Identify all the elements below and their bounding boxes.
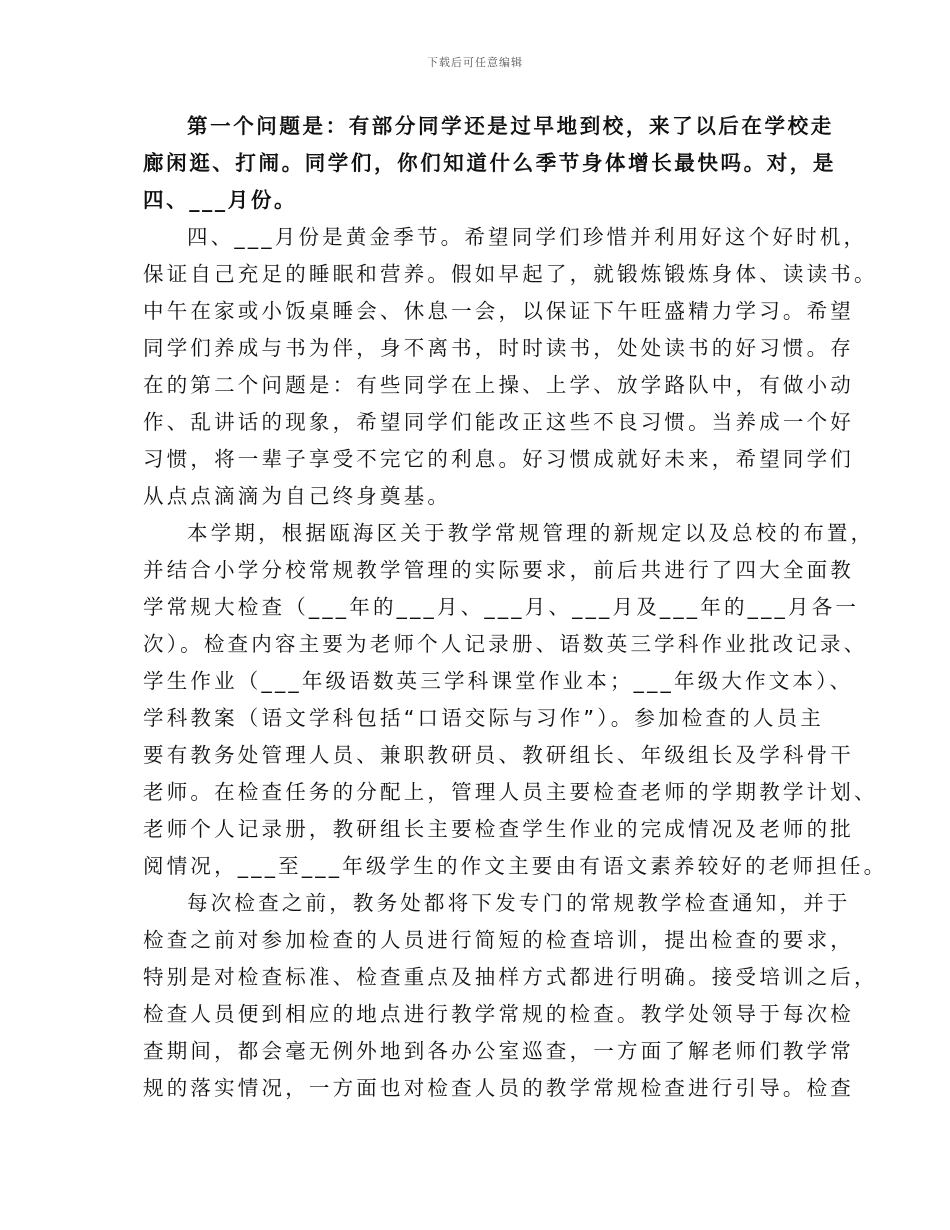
paragraph-line: 本学期，根据瓯海区关于教学常规管理的新规定以及总校的布置，: [187, 521, 875, 545]
paragraph-line: 检查人员便到相应的地点进行教学常规的检查。教学处领导于每次检: [143, 1002, 854, 1026]
paragraph-line: 同学们养成与书为伴，身不离书，时时读书，处处读书的好习惯。存: [143, 336, 854, 360]
paragraph-line: 阅情况，___至___年级学生的作文主要由有语文素养较好的老师担任。: [143, 854, 888, 878]
document-body: [143, 108, 888, 1107]
paragraph-line: 四、___月份。: [143, 188, 298, 212]
paragraph-line: 每次检查之前，教务处都将下发专门的常规教学检查通知，并于: [187, 891, 851, 915]
paragraph-line: 廊闲逛、打闹。同学们，你们知道什么季节身体增长最快吗。对，是: [143, 151, 836, 175]
paragraph-line: 老师个人记录册，教研组长主要检查学生作业的完成情况及老师的批: [143, 817, 854, 841]
paragraph-line: 规的落实情况，一方面也对检查人员的教学常规检查进行引导。检查: [143, 1076, 854, 1100]
paragraph-line: 检查之前对参加检查的人员进行简短的检查培训，提出检查的要求，: [143, 928, 854, 952]
paragraph-line: 学科教案（语文学科包括“口语交际与习作”）。参加检查的人员主: [143, 706, 824, 730]
paragraph-line: 从点点滴滴为自己终身奠基。: [143, 484, 452, 508]
paragraph-line: 老师。在检查任务的分配上，管理人员主要检查老师的学期教学计划、: [143, 780, 878, 804]
paragraph-line: 次）。检查内容主要为老师个人记录册、语数英三学科作业批改记录、: [143, 632, 868, 656]
paragraph-line: 在的第二个问题是：有些同学在上操、上学、放学路队中，有做小动: [143, 373, 854, 397]
paragraph-line: 四、___月份是黄金季节。希望同学们珍惜并利用好这个好时机，: [187, 225, 868, 249]
paragraph-line: 并结合小学分校常规教学管理的实际要求，前后共进行了四大全面教: [143, 558, 854, 582]
paragraph-line: 作、乱讲话的现象，希望同学们能改正这些不良习惯。当养成一个好: [143, 410, 854, 434]
paragraph-line: 要有教务处管理人员、兼职教研员、教研组长、年级组长及学科骨干: [143, 743, 854, 767]
paragraph-line: 保证自己充足的睡眠和营养。假如早起了，就锻炼锻炼身体、读读书。: [143, 262, 878, 286]
paragraph-line: 特别是对检查标准、检查重点及抽样方式都进行明确。接受培训之后，: [143, 965, 878, 989]
header-note: 下载后可任意编辑: [427, 56, 523, 69]
paragraph-line: 习惯，将一辈子享受不完它的利息。好习惯成就好未来，希望同学们: [143, 447, 854, 471]
paragraph-line: 第一个问题是：有部分同学还是过早地到校，来了以后在学校走: [187, 114, 834, 138]
paragraph-line: 查期间，都会毫无例外地到各办公室巡查，一方面了解老师们教学常: [143, 1039, 854, 1063]
paragraph-line: 中午在家或小饭桌睡会、休息一会，以保证下午旺盛精力学习。希望: [143, 299, 854, 323]
paragraph-line: 学生作业（___年级语数英三学科课堂作业本；___年级大作文本）、: [143, 669, 854, 693]
paragraph-line: 学常规大检查（___年的___月、___月、___月及___年的___月各一: [143, 595, 860, 619]
